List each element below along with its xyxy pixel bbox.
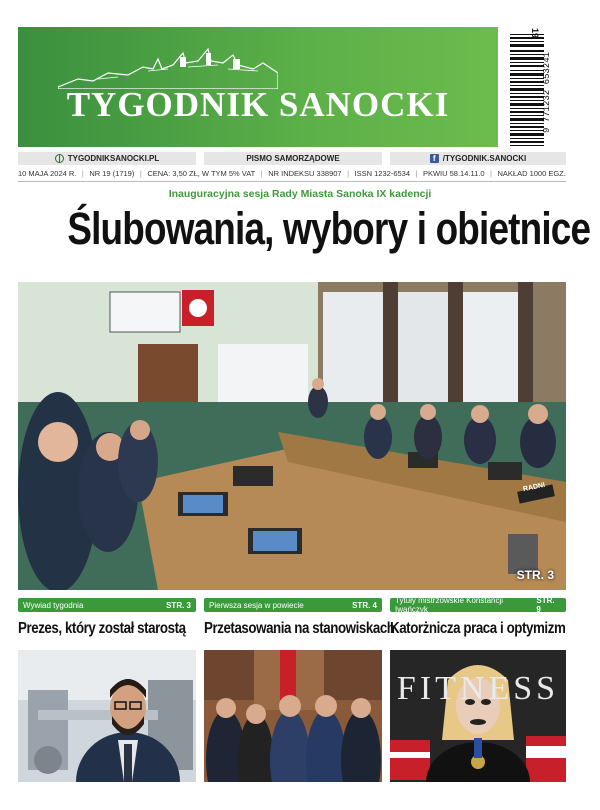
- column-3-title[interactable]: Katorżnicza praca i optymizm: [390, 620, 566, 637]
- column-2-category: Pierwsza sesja w powiecie: [209, 600, 304, 610]
- paper-type-bar: [204, 152, 382, 165]
- lead-page-ref[interactable]: STR. 3: [516, 568, 554, 582]
- town-skyline-illustration: [58, 39, 278, 89]
- column-2-photo[interactable]: [204, 650, 382, 782]
- column-1-category: Wywiad tygodnia: [23, 600, 84, 610]
- website-link[interactable]: TYGODNIKSANOCKI.PL: [67, 154, 160, 163]
- column-3-page-ref: STR. 9: [536, 596, 555, 614]
- column-3-photo[interactable]: [390, 650, 566, 782]
- paper-type: PISMO SAMORZĄDOWE: [246, 154, 340, 163]
- column-3-category: Tytuły mistrzowskie Konstancji Iwańczyk: [395, 596, 504, 614]
- issue-digits: 19: [530, 28, 540, 39]
- facebook-bar[interactable]: [390, 152, 566, 165]
- column-1-title[interactable]: Prezes, który został starostą: [18, 620, 186, 637]
- lead-photo[interactable]: [18, 282, 566, 590]
- facebook-icon: f: [430, 154, 439, 163]
- council-session-photo: [18, 282, 566, 590]
- fitness-banner-text: FITNESS: [396, 670, 560, 707]
- group-photo: [204, 650, 382, 782]
- column-2-page-ref: STR. 4: [352, 600, 377, 610]
- website-bar[interactable]: [18, 152, 196, 165]
- column-2-tag[interactable]: [204, 598, 382, 612]
- lead-subhead: Inauguracyjna sesja Rady Miasta Sanoka IX kadencji: [168, 188, 432, 200]
- column-3-tag[interactable]: [390, 598, 566, 612]
- masthead: [18, 27, 498, 147]
- index-number: NR INDEKSU 338907: [268, 168, 342, 178]
- pkwiu: PKWIU 58.14.11.0: [422, 168, 485, 178]
- globe-icon: [55, 154, 64, 163]
- table-sign: RADNI: [522, 481, 546, 494]
- barcode-number: 9 771232 653241: [542, 51, 552, 133]
- issn: ISSN 1232-6534: [354, 168, 411, 178]
- facebook-link[interactable]: /TYGODNIK.SANOCKI: [442, 154, 527, 163]
- divider: [18, 181, 566, 182]
- column-2-title[interactable]: Przetasowania na stanowiskach: [204, 620, 395, 637]
- issue-metadata: 10 MAJA 2024 R. | NR 19 (1719) | CENA: 3,50 ZŁ, W TYM 5% VAT | NR INDEKSU 338907 | ISSN 1232-6534 | PKWIU 58.14.11.0 | NAKŁAD 1000 EGZ.: [18, 168, 566, 178]
- masthead-title: TYGODNIK SANOCKI: [66, 85, 450, 124]
- lead-headline[interactable]: Ślubowania, wybory i obietnice: [67, 203, 591, 254]
- column-1-page-ref: STR. 3: [166, 600, 191, 610]
- interview-photo: [18, 650, 196, 782]
- column-1-photo[interactable]: [18, 650, 196, 782]
- column-1-tag[interactable]: [18, 598, 196, 612]
- circulation: NAKŁAD 1000 EGZ.: [497, 168, 566, 178]
- issue-number: NR 19 (1719): [89, 168, 135, 178]
- issue-date: 10 MAJA 2024 R.: [18, 168, 77, 178]
- issue-price: CENA: 3,50 ZŁ, W TYM 5% VAT: [147, 168, 256, 178]
